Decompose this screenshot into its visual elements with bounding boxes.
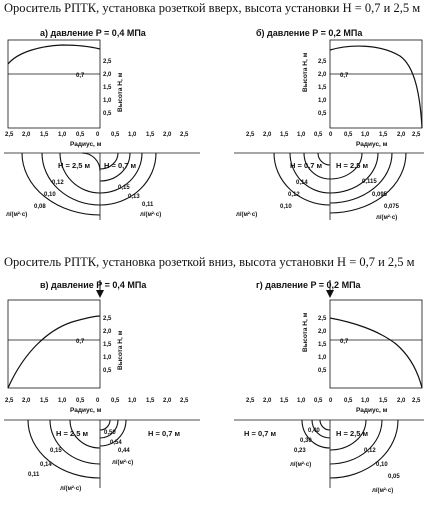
svg-text:0,14: 0,14 <box>296 180 308 186</box>
panel-v-y-ticks <box>103 316 112 374</box>
svg-text:0,15: 0,15 <box>118 185 130 191</box>
section-up-title: Ороситель РПТК, установка розеткой вверх, высота установки H = 0,7 и 2,5 м <box>4 1 421 15</box>
svg-text:H = 2,5 м: H = 2,5 м <box>58 161 91 170</box>
svg-text:0,5: 0,5 <box>76 132 85 138</box>
svg-text:1,0: 1,0 <box>103 98 112 104</box>
svg-text:2,5: 2,5 <box>103 59 112 65</box>
svg-text:H = 2,5 м: H = 2,5 м <box>336 161 369 170</box>
svg-text:1,5: 1,5 <box>280 132 289 138</box>
svg-text:2,0: 2,0 <box>263 132 272 138</box>
svg-text:0,5: 0,5 <box>318 368 327 374</box>
panel-v-xlabel: Радиус, м <box>70 407 102 414</box>
svg-text:2,0: 2,0 <box>263 398 272 404</box>
svg-text:2,5: 2,5 <box>180 398 189 404</box>
panel-v-unit-left: л/(м²·с) <box>60 486 82 492</box>
svg-text:H = 0,7 м: H = 0,7 м <box>148 429 181 438</box>
panel-a-contours <box>4 153 200 220</box>
svg-text:2,0: 2,0 <box>318 329 327 335</box>
panel-g-caption: г) давление P = 0,2 МПа <box>256 280 361 290</box>
svg-text:2,0: 2,0 <box>103 72 112 78</box>
svg-text:1,0: 1,0 <box>128 398 137 404</box>
panel-v-unit-right: л/(м²·с) <box>112 460 134 466</box>
svg-text:0,5: 0,5 <box>318 111 327 117</box>
panel-g-contours <box>234 420 424 494</box>
panel-g-xlabel: Радиус, м <box>356 407 388 414</box>
panel-g-ylabel: Высота H, м <box>302 312 309 352</box>
svg-text:0,15: 0,15 <box>50 448 62 454</box>
svg-text:H = 2,5 м: H = 2,5 м <box>56 429 89 438</box>
svg-text:1,0: 1,0 <box>318 355 327 361</box>
panel-a-y-ticks <box>103 59 112 117</box>
panel-g <box>246 280 422 414</box>
svg-text:0,095: 0,095 <box>372 192 388 198</box>
svg-text:1,0: 1,0 <box>318 98 327 104</box>
svg-text:1,0: 1,0 <box>297 132 306 138</box>
svg-text:0: 0 <box>329 132 333 138</box>
panel-b-caption: б) давление P = 0,2 МПа <box>256 28 363 38</box>
svg-text:2,0: 2,0 <box>103 329 112 335</box>
svg-text:1,5: 1,5 <box>40 132 49 138</box>
svg-text:0,10: 0,10 <box>44 192 56 198</box>
svg-text:1,5: 1,5 <box>103 342 112 348</box>
svg-text:0: 0 <box>96 398 100 404</box>
panel-v-caption: в) давление P = 0,4 МПа <box>40 280 147 290</box>
panel-a-caption: а) давление P = 0,4 МПа <box>40 28 146 38</box>
panel-g-unit-right: л/(м²·с) <box>372 488 394 494</box>
svg-text:0,10: 0,10 <box>280 204 292 210</box>
section-down-title: Ороситель РПТК, установка розеткой вниз, высота установки H = 0,7 и 2,5 м <box>4 255 415 269</box>
svg-text:0,08: 0,08 <box>34 204 46 210</box>
panel-b-contours <box>234 153 424 221</box>
panel-v-ylabel: Высота H, м <box>117 330 124 370</box>
svg-text:2,5: 2,5 <box>246 398 255 404</box>
svg-text:2,5: 2,5 <box>103 316 112 322</box>
svg-text:0,05: 0,05 <box>388 474 400 480</box>
svg-text:1,5: 1,5 <box>103 85 112 91</box>
panel-b-line-label: 0,7 <box>340 73 349 79</box>
panel-b-x-ticks <box>246 132 421 138</box>
svg-text:0,40: 0,40 <box>308 428 320 434</box>
svg-text:H = 0,7 м: H = 0,7 м <box>104 161 137 170</box>
svg-text:0,5: 0,5 <box>103 111 112 117</box>
svg-text:1,5: 1,5 <box>280 398 289 404</box>
panel-b-unit-left: л/(м²·с) <box>236 212 258 218</box>
svg-text:0,5: 0,5 <box>344 398 353 404</box>
svg-text:2,0: 2,0 <box>318 72 327 78</box>
svg-text:2,5: 2,5 <box>180 132 189 138</box>
svg-text:2,0: 2,0 <box>163 398 172 404</box>
svg-text:2,5: 2,5 <box>5 132 14 138</box>
svg-text:0,075: 0,075 <box>384 204 400 210</box>
panel-a-xlabel: Радиус, м <box>70 141 102 148</box>
svg-text:0,5: 0,5 <box>76 398 85 404</box>
svg-text:0: 0 <box>96 132 100 138</box>
svg-text:0,5: 0,5 <box>314 132 323 138</box>
panel-v-contours <box>4 420 200 492</box>
svg-text:2,5: 2,5 <box>318 316 327 322</box>
panel-b-ylabel: Высота H, м <box>302 52 309 92</box>
svg-text:2,5: 2,5 <box>5 398 14 404</box>
svg-text:1,5: 1,5 <box>146 132 155 138</box>
svg-text:0,12: 0,12 <box>364 448 376 454</box>
svg-text:0,115: 0,115 <box>362 179 377 185</box>
panel-g-y-ticks <box>318 316 327 374</box>
svg-text:0,44: 0,44 <box>118 448 130 454</box>
panel-v-line-label: 0,7 <box>76 339 85 345</box>
svg-text:2,5: 2,5 <box>318 59 327 65</box>
svg-text:0,11: 0,11 <box>28 472 40 478</box>
svg-text:H = 2,5 м: H = 2,5 м <box>336 429 369 438</box>
svg-text:0,12: 0,12 <box>52 180 64 186</box>
svg-text:0,12: 0,12 <box>288 192 300 198</box>
svg-text:1,0: 1,0 <box>103 355 112 361</box>
svg-text:0,5: 0,5 <box>111 132 120 138</box>
svg-text:0,5: 0,5 <box>103 368 112 374</box>
svg-text:2,0: 2,0 <box>397 398 406 404</box>
svg-text:0: 0 <box>329 398 333 404</box>
panel-g-line-label: 0,7 <box>340 339 349 345</box>
panel-a <box>5 28 189 148</box>
svg-text:1,5: 1,5 <box>318 342 327 348</box>
panel-b-xlabel: Радиус, м <box>356 141 388 148</box>
svg-text:0,30: 0,30 <box>300 438 312 444</box>
svg-text:0,13: 0,13 <box>128 194 140 200</box>
panel-a-x-ticks <box>5 132 189 138</box>
svg-text:1,5: 1,5 <box>379 398 388 404</box>
svg-text:0,5: 0,5 <box>111 398 120 404</box>
panel-a-line-label: 0,7 <box>76 73 85 79</box>
panel-b <box>246 28 422 148</box>
svg-text:2,0: 2,0 <box>397 132 406 138</box>
svg-text:1,0: 1,0 <box>58 132 67 138</box>
panel-a-ylabel: Высота H, м <box>117 72 124 112</box>
svg-text:H = 0,7 м: H = 0,7 м <box>290 161 323 170</box>
panel-b-y-ticks <box>318 59 327 117</box>
svg-text:2,5: 2,5 <box>412 398 421 404</box>
svg-text:0,54: 0,54 <box>110 440 122 446</box>
panel-g-x-ticks <box>246 398 421 404</box>
svg-text:2,0: 2,0 <box>22 398 31 404</box>
svg-text:2,5: 2,5 <box>246 132 255 138</box>
svg-text:0,50: 0,50 <box>104 430 116 436</box>
svg-text:H = 0,7 м: H = 0,7 м <box>244 429 277 438</box>
panel-g-unit-left: л/(м²·с) <box>290 462 312 468</box>
svg-text:1,0: 1,0 <box>361 132 370 138</box>
svg-text:0,14: 0,14 <box>40 462 52 468</box>
panel-v <box>5 280 189 414</box>
svg-text:0,23: 0,23 <box>294 448 306 454</box>
svg-text:1,5: 1,5 <box>146 398 155 404</box>
svg-text:1,5: 1,5 <box>318 85 327 91</box>
svg-text:2,0: 2,0 <box>163 132 172 138</box>
svg-text:1,0: 1,0 <box>128 132 137 138</box>
svg-text:0,5: 0,5 <box>314 398 323 404</box>
panel-v-x-ticks <box>5 398 189 404</box>
svg-text:1,5: 1,5 <box>40 398 49 404</box>
panel-b-unit-right: л/(м²·с) <box>376 215 398 221</box>
svg-text:1,5: 1,5 <box>379 132 388 138</box>
svg-text:2,5: 2,5 <box>412 132 421 138</box>
svg-text:1,0: 1,0 <box>297 398 306 404</box>
svg-text:0,5: 0,5 <box>344 132 353 138</box>
svg-text:0,11: 0,11 <box>142 202 154 208</box>
panel-a-unit-left: л/(м²·с) <box>6 212 28 218</box>
svg-text:0,10: 0,10 <box>376 462 388 468</box>
svg-text:1,0: 1,0 <box>361 398 370 404</box>
svg-text:1,0: 1,0 <box>58 398 67 404</box>
svg-text:2,0: 2,0 <box>22 132 31 138</box>
panel-a-unit-right: л/(м²·с) <box>140 212 162 218</box>
